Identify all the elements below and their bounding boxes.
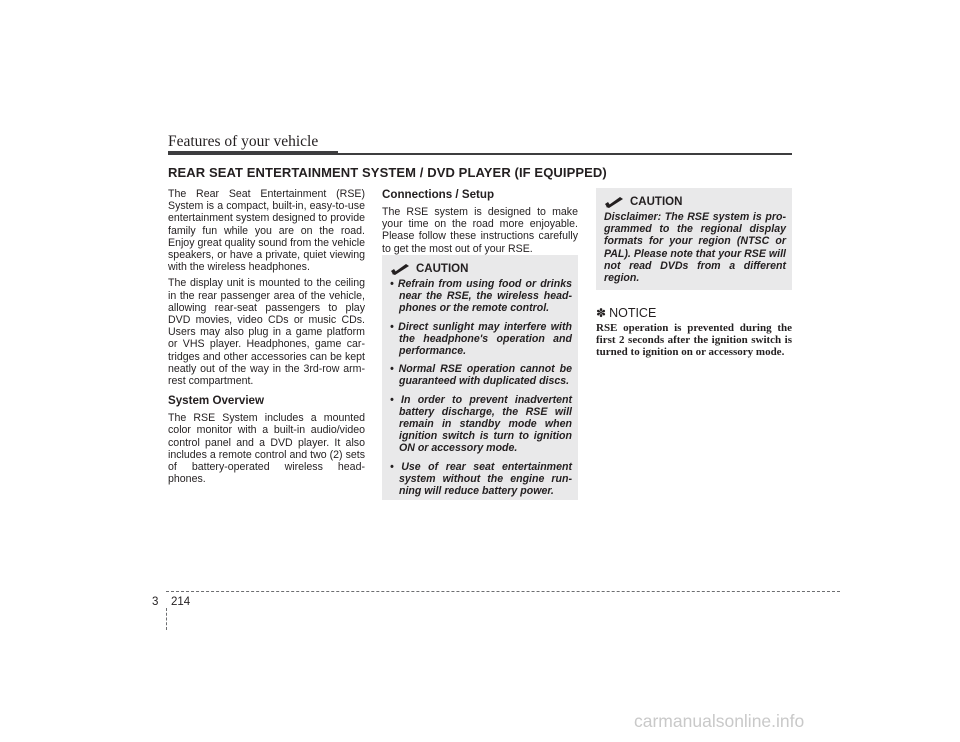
footer-dashed-rule bbox=[166, 591, 840, 592]
page-number: 214 bbox=[171, 596, 191, 608]
system-overview-paragraph: The RSE System includes a mounted color monitor with a built-in audio/video control panel and a DVD player. It also includes a remote control and two (2) sets of battery-operated wireless head-phones. bbox=[168, 412, 365, 486]
connections-setup-paragraph: The RSE system is designed to make your time on the road more enjoyable. Please follow these instructions carefully to get the most out of your RSE. bbox=[382, 206, 578, 255]
caution-item: • Direct sunlight may interfere with the headphone's operation and performance. bbox=[390, 320, 572, 358]
watermark: carmanualsonline.info bbox=[634, 711, 805, 731]
column-1 bbox=[168, 188, 365, 489]
header-title: Features of your vehicle bbox=[168, 133, 319, 150]
caution-box-1 bbox=[382, 255, 578, 500]
chapter-number: 3 bbox=[152, 596, 159, 608]
column-2 bbox=[382, 188, 578, 259]
notice-block bbox=[596, 306, 792, 359]
footer-vertical-dash bbox=[166, 608, 167, 630]
header-rule-dark bbox=[168, 151, 338, 155]
header-rule-thin bbox=[338, 153, 792, 155]
caution-item: • Refrain from using food or drinks near the RSE, the wireless head-phones or the remote control. bbox=[390, 278, 572, 315]
caution-box-2 bbox=[596, 188, 792, 290]
caution-header bbox=[604, 196, 786, 208]
section-title: REAR SEAT ENTERTAINMENT SYSTEM / DVD PLAYER (IF EQUIPPED) bbox=[168, 165, 607, 180]
caution-item: • In order to prevent inadvertent battery discharge, the RSE will remain in standby mode when ignition switch is turn to ignition ON or accessory mode. bbox=[390, 393, 572, 455]
caution-list bbox=[390, 278, 572, 497]
caution-label: CAUTION bbox=[630, 196, 683, 208]
caution-item: • Normal RSE operation cannot be guaranteed with duplicated discs. bbox=[390, 363, 572, 388]
notice-header bbox=[596, 306, 792, 320]
caution-disclaimer-text: Disclaimer: The RSE system is pro-grammed to the regional display formats for your region (NTSC or PAL). Please note that your RSE will not read DVDs from a different region. bbox=[604, 211, 786, 285]
notice-text: RSE operation is prevented during the first 2 seconds after the ignition switch is turned to ignition on or accessory mode. bbox=[596, 322, 792, 359]
caution-label: CAUTION bbox=[416, 263, 469, 275]
caution-header bbox=[390, 263, 572, 275]
connections-setup-heading: Connections / Setup bbox=[382, 188, 495, 201]
notice-star-icon: ✽ bbox=[596, 306, 607, 320]
pencil-icon bbox=[390, 263, 410, 275]
notice-label: NOTICE bbox=[609, 306, 657, 320]
intro-paragraph-2: The display unit is mounted to the ceiling in the rear passenger area of the vehicle, allowing rear-seat passengers to play DVD movies, video CDs or music CDs. Users may also plug in a game platform or VHS player. Headphones, game car-tridges and other accessories can be kept neatly out of the way in the 3rd-row arm-rest compartment. bbox=[168, 277, 365, 388]
system-overview-heading: System Overview bbox=[168, 394, 265, 408]
pencil-icon bbox=[604, 196, 624, 208]
caution-item: • Use of rear seat entertainment system without the engine run-ning will reduce battery power. bbox=[390, 460, 572, 498]
intro-paragraph-1: The Rear Seat Entertainment (RSE) System is a compact, built-in, easy-to-use entertainment system designed to provide family fun while you are on the road. Enjoy great quality sound from the vehicle speakers, or have a private, quiet viewing with the wireless headphones. bbox=[168, 188, 365, 274]
